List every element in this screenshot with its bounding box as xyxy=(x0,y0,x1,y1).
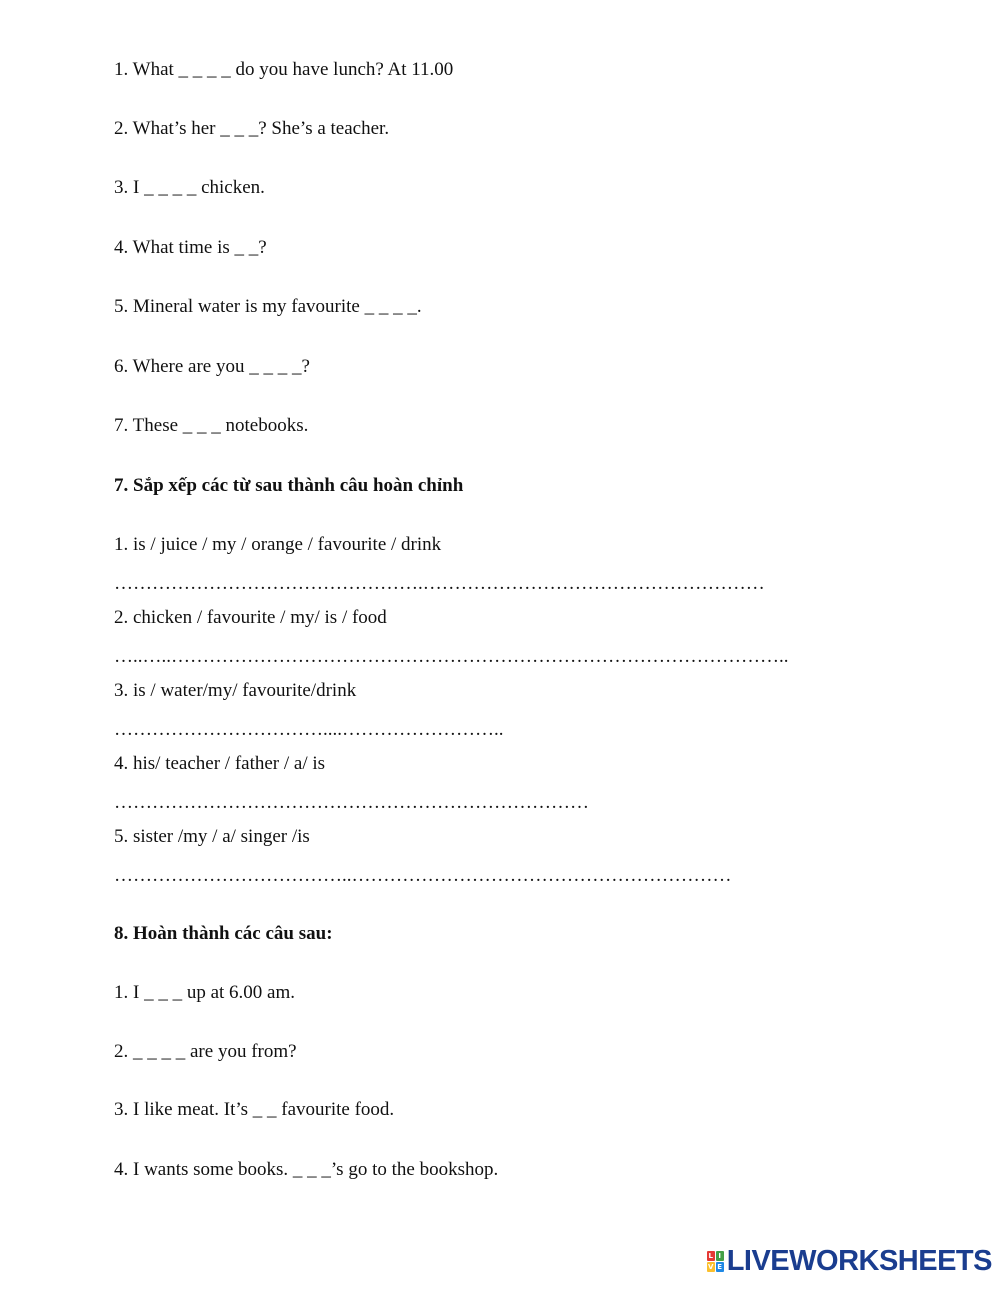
complete-item-4: 4. I wants some books. _ _ _’s go to the bookshop. xyxy=(114,1159,499,1180)
section-8-heading: 8. Hoàn thành các câu sau: xyxy=(114,923,333,944)
reorder-item-2-prompt: 2. chicken / favourite / my/ is / food xyxy=(114,607,387,628)
logo-mark-e: E xyxy=(717,1262,723,1271)
complete-item-2: 2. _ _ _ _ are you from? xyxy=(114,1041,297,1062)
logo-mark-i: I xyxy=(716,1251,724,1261)
complete-item-3: 3. I like meat. It’s _ _ favourite food. xyxy=(114,1099,395,1120)
liveworksheets-logo-text: LIVEWORKSHEETS xyxy=(726,1245,992,1277)
reorder-item-1-prompt: 1. is / juice / my / orange / favourite / drink xyxy=(114,534,442,555)
complete-item-1: 1. I _ _ _ up at 6.00 am. xyxy=(114,982,296,1003)
exercise-6-item-5: 5. Mineral water is my favourite _ _ _ _. xyxy=(114,296,422,317)
exercise-6-item-2: 2. What’s her _ _ _? She’s a teacher. xyxy=(114,118,390,139)
exercise-6-item-4: 4. What time is _ _? xyxy=(114,237,267,258)
reorder-item-5-prompt: 5. sister /my / a/ singer /is xyxy=(114,826,310,847)
exercise-6-item-6: 6. Where are you _ _ _ _? xyxy=(114,356,310,377)
liveworksheets-logo-icon xyxy=(707,1251,724,1272)
reorder-item-4-prompt: 4. his/ teacher / father / a/ is xyxy=(114,753,326,774)
logo-mark-l: L xyxy=(708,1251,713,1260)
exercise-6-item-3: 3. I _ _ _ _ chicken. xyxy=(114,177,265,198)
reorder-item-4-answer-line[interactable]: ………………………………………………………………… xyxy=(114,792,589,813)
exercise-6-item-1: 1. What _ _ _ _ do you have lunch? At 11.00 xyxy=(114,59,454,80)
reorder-item-3-answer-line[interactable]: ……………………………....…………………….. xyxy=(114,719,504,740)
exercise-6-item-7: 7. These _ _ _ notebooks. xyxy=(114,415,309,436)
section-7-heading: 7. Sắp xếp các từ sau thành câu hoàn chỉnh xyxy=(114,475,464,496)
reorder-item-1-answer-line[interactable]: ………………………………………….……………………………………………… xyxy=(114,573,765,594)
reorder-item-3-prompt: 3. is / water/my/ favourite/drink xyxy=(114,680,357,701)
reorder-item-2-answer-line[interactable]: …..…..…………………………………………………………………………………….. xyxy=(114,646,789,667)
logo-mark-v: V xyxy=(707,1262,714,1271)
reorder-item-5-answer-line[interactable]: ………………………………..…………………………………………………… xyxy=(114,865,732,886)
liveworksheets-logo[interactable] xyxy=(707,1241,992,1281)
